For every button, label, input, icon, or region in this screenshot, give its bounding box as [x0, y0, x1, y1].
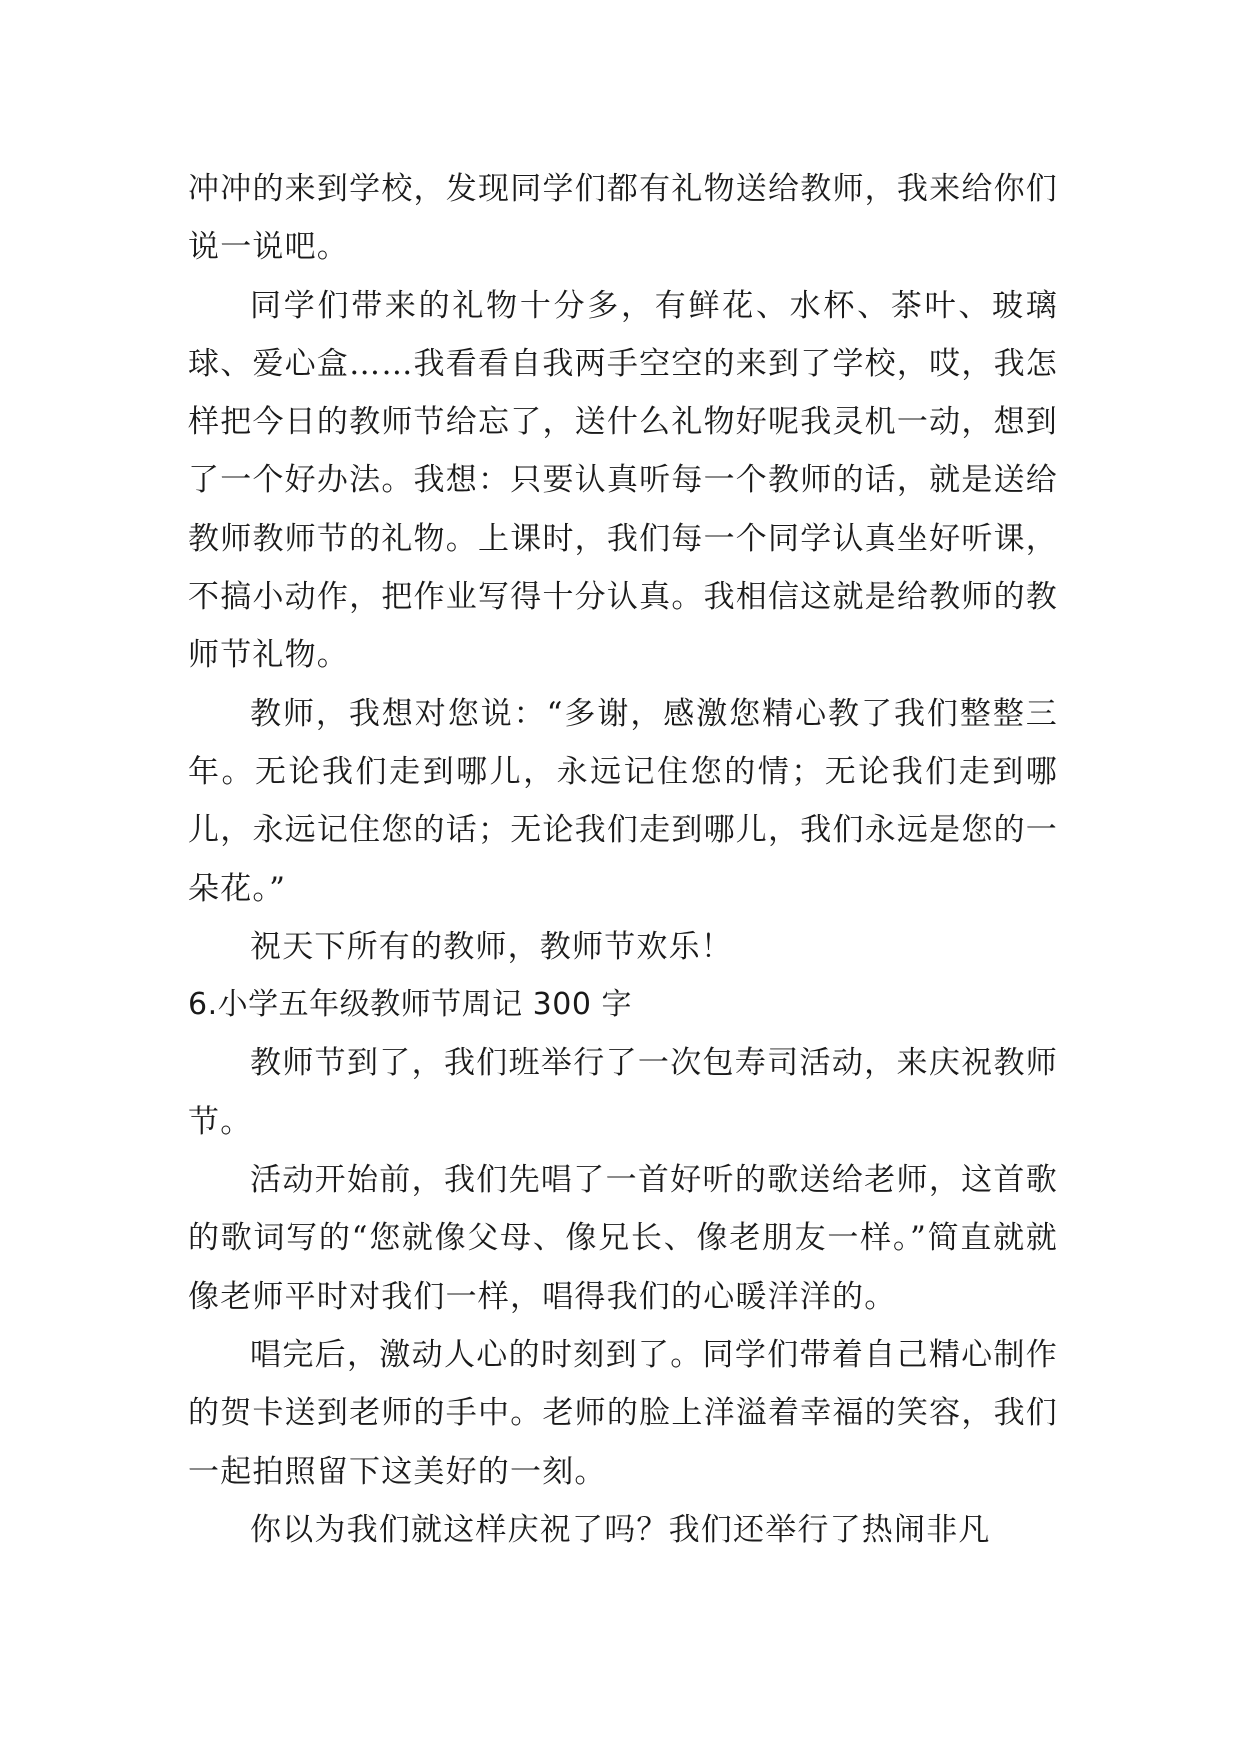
paragraph-7: 唱完后，激动人心的时刻到了。同学们带着自己精心制作的贺卡送到老师的手中。老师的脸上洋溢着幸福的笑容，我们一起拍照留下这美好的一刻。 — [188, 1336, 1058, 1490]
paragraph-2: 同学们带来的礼物十分多，有鲜花、水杯、茶叶、玻璃球、爱心盒……我看看自我两手空空的来到了学校，哎，我怎样把今日的教师节给忘了，送什么礼物好呢我灵机一动，想到了一个好办法。我想：只要认真听每一个教师的话，就是送给教师教师节的礼物。上课时，我们每一个同学认真坐好听课，不搞小动作，把作业写得十分认真。我相信这就是给教师的教师节礼物。 — [188, 287, 1058, 674]
section-heading: 6.小学五年级教师节周记 300 字 — [188, 987, 632, 1023]
paragraph-4: 祝天下所有的教师，教师节欢乐！ — [250, 928, 733, 965]
paragraph-8: 你以为我们就这样庆祝了吗？我们还举行了热闹非凡 — [250, 1511, 991, 1548]
document-body — [188, 160, 1058, 1559]
paragraph-6: 活动开始前，我们先唱了一首好听的歌送给老师，这首歌的歌词写的“您就像父母、像兄长、像老朋友一样。”简直就就像老师平时对我们一样，唱得我们的心暖洋洋的。 — [188, 1162, 1058, 1315]
paragraph-3: 教师，我想对您说：“多谢，感激您精心教了我们整整三年。无论我们走到哪儿，永远记住您的情；无论我们走到哪儿，永远记住您的话；无论我们走到哪儿，我们永远是您的一朵花。” — [188, 695, 1058, 907]
paragraph-5: 教师节到了，我们班举行了一次包寿司活动，来庆祝教师节。 — [188, 1045, 1058, 1140]
paragraph-1: 冲冲的来到学校，发现同学们都有礼物送给教师，我来给你们说一说吧。 — [188, 171, 1058, 266]
